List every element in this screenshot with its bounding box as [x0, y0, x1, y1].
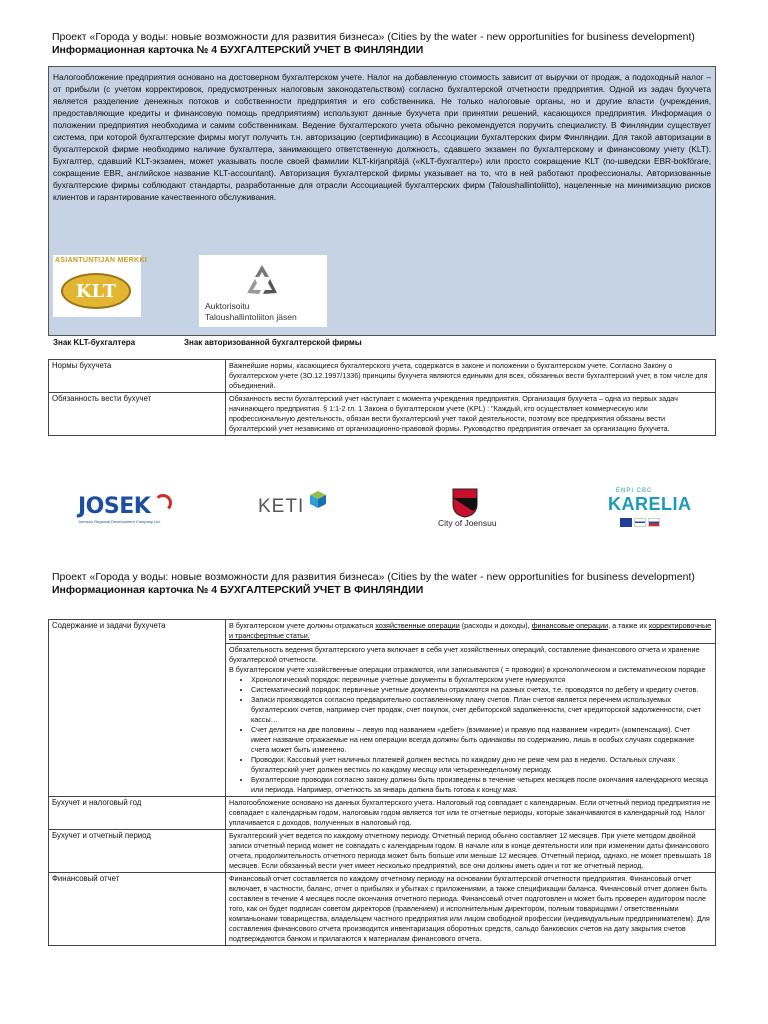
- page-header-2: [52, 571, 695, 597]
- accounting-table: [48, 619, 716, 946]
- table-row: [49, 393, 716, 436]
- row-value: Важнейшие нормы, касающиеся бухгалтерского учета, содержатся в законе и положении о бухгалтерском учете. Согласно Закону о бухгалтерском учете (ЗО.12.1997/1336) принципы бухучета являются едиными для всех, обязанных вести бухгалтерский учет, в том числе для объединений.: [226, 360, 716, 393]
- klt-logo-mark: KLT: [61, 273, 131, 309]
- intro-text: Налогообложение предприятия основано на достоверном бухгалтерском учете. Налог на добавленную стоимость зависит от выручки от продаж, а подоходный налог – от прибыли (с учетом корректировок, предусмотренных налоговым законодательством) согласно бухгалтерской отчетности предприятия. Одной из задач бухучета является разделение денежных потоков и собственности предприятия и его собственника. Не только налоговые органы, но и другие власти (учреждения, предоставляющие кредиты и финансовую помощь предприятиям) используют данные бухучета при принятии решений, касающихся предприятия. Информация о положении предприятия необходима и самим собственникам. Ведение бухгалтерского учета обычно рекомендуется поручить специалисту. В Финляндии существует система, при которой бухгалтерские фирмы могут получить т.н. авторизацию (сертификацию) в Ассоциации бухгалтерских фирм Финляндии. Для такой авторизации в бухгалтерской фирме необходимо наличие бухгалтера, занимающего ответственную должность, сдавшего экзамен по бухгалтерскому и финансовому учету (KLT). Бухгалтер, сдавший KLT-экзамен, может указывать после своей фамилии KLT-kirjanpitäjä («KLT-бухгалтер») или просто сокращение KLT (по-шведски EBR-bokförare, сокращение EBR, английское название KLT-accountant). Авторизация бухгалтерской фирмы указывает на то, что в ней работают профессионалы. Авторизованные бухгалтерские фирмы соблюдают стандарты, разработанные для отрасли Ассоциацией бухгалтерских фирм (Taloushallintoliitto), нацеленные на минимизацию рисков клиентов и гарантирование качественного обслуживания.: [53, 72, 711, 202]
- authorized-logo-label: Знак авторизованной бухгалтерской фирмы: [184, 338, 362, 347]
- joensuu-crest-icon: [452, 488, 478, 518]
- josek-subtitle: Joensuu Regional Development Company Ltd.: [78, 519, 161, 524]
- intro-box: [48, 66, 716, 347]
- karelia-wordmark: KARELIA: [608, 494, 692, 514]
- partner-logos: [0, 478, 768, 538]
- row-key: Нормы бухучета: [49, 360, 226, 393]
- row-value: Бухгалтерский учет ведется по каждому отчетному периоду. Отчетный период обычно составляет 12 месяцев. При учете методом двойной записи отчетный период может не совпадать с календарным годом. В начале или в конце деятельности или при изменении даты финансового отчета, продолжительность отчетного периода может быть больше или меньше 12 месяцев. Отчетный период, однако, не может превышать 18 месяцев. Если обязанный вести учет имеет несколько предприятий, все они должны иметь один и тот же отчетный период.: [226, 830, 716, 873]
- table-row: [49, 797, 716, 830]
- list-item: • Счет делится на две половины – левую под названием «дебет» (взимание) и правую под названием «кредит» (компенсация). Счет имеет название отражаемые на нем операции всегда должны быть одинаковы по содержанию, лишь в особых случаях содержание счета может быть изменено.: [251, 725, 712, 755]
- joensuu-logo: [438, 488, 508, 532]
- row-key: Бухучет и налоговый год: [49, 797, 226, 830]
- row-value: Обязанность вести бухгалтерский учет наступает с момента учреждения предприятия. Организация бухучета – одна из первых задач начинающего предприятия. § 1:1-2 гл. 1 Закона о бухгалтерском учете (KPL) : "Каждый, кто осуществляет коммерческую или профессиональную деятельность, обязан вести бухгалтерский учет такой деятельности, поэтому все предприятия обязаны вести бухгалтерский учет независимо от организационно-правовой формы. Руководство предприятия отвечает за организацию бухучета.: [226, 393, 716, 436]
- joensuu-wordmark: City of Joensuu: [438, 518, 497, 528]
- josek-wordmark: JOSEK: [78, 494, 151, 519]
- project-line: Проект «Города у воды: новые возможности для развития бизнеса» (Cities by the water - new opportunities for business development): [52, 31, 695, 43]
- table-row: [49, 830, 716, 873]
- row-value: Финансовый отчет составляется по каждому отчетному периоду на основании бухгалтерской отчетности предприятия. Финансовый отчет включает, в частности, баланс, отчет о прибылях и убытках с приложениями, а также спецификации баланса. Финансовый отчет должен быть составлен в течение 4 месяцев после окончания отчетного периода. Финансовый отчет подготовлен и может быть проверен аудитором после того, как он будет подписан советом директоров (правлением) и исполнительным директором, полным товарищами / ответственными компаньонами товарищества, владельцем частного предприятия или лицом свободной профессии (индивидуальным предпринимателем). Для составления финансового отчета производится инвентаризация оборотных средств, сальдо банковских счетов на дату закрытия счетов подтверждаются банком и прилагаются к материалам финансового отчета.: [226, 873, 716, 946]
- card-title: Информационная карточка № 4 БУХГАЛТЕРСКИЙ УЧЕТ В ФИНЛЯНДИИ: [52, 44, 424, 56]
- authorized-firm-icon: [239, 263, 285, 299]
- klt-logo: [53, 255, 147, 317]
- lead-link: финансовые операции: [531, 621, 609, 630]
- keti-wordmark: KETI: [258, 496, 305, 517]
- josek-swoosh-icon: [154, 494, 172, 512]
- lead-text: (расходы и доходы),: [459, 621, 532, 630]
- content-paragraph: В бухгалтерском учете хозяйственные операции отражаются, или записываются ( = проводки) в хронологическом и систематическом порядке: [229, 665, 706, 674]
- lead-link: корректировочные и трансфертные статьи.: [229, 621, 712, 640]
- list-item: • Бухгалтерские проводки согласно закону должны быть произведены в течение четырех месяцев после окончания календарного месяца или периода. Например, отчетность за январь должна быть готова к концу мая.: [251, 775, 712, 795]
- row-value: Налогообложение основано на данных бухгалтерского учета. Налоговый год совпадает с календарным. Если отчетный период предприятия не совпадает с календарным годом, налоговым годом является тот или те отчетные периоды, которые заканчиваются в календарный год. Налог уплачивается с доходов, полученных в налоговый год.: [226, 797, 716, 830]
- list-item: • Проводки: Кассовый учет наличных платежей должен вестись по каждому дню не реже чем раз в неделю. Остальных случаях бухгалтерский учет должен вестись по каждому месяцу или четырехнедельному периоду.: [251, 755, 712, 775]
- row-value: [226, 620, 716, 797]
- norms-table: [48, 359, 716, 436]
- table-row: [49, 873, 716, 946]
- klt-logo-caption: ASIANTUNTIJAN MERKKI: [55, 257, 147, 264]
- page-header: [52, 31, 695, 57]
- row-key: Обязанность вести бухучет: [49, 393, 226, 436]
- karelia-top-text: ENPI CBC: [616, 488, 653, 494]
- content-lead: [229, 621, 712, 641]
- content-paragraph: Обязательность ведения бухгалтерского учета включает в себя учет хозяйственных операций, составление финансового отчета и хранение бухгалтерской отчетности.: [229, 645, 700, 664]
- flags-icon: [620, 518, 660, 527]
- row-key: Содержание и задачи бухучета: [49, 620, 226, 797]
- authorized-logo-line1: Auktorisoitu: [205, 301, 250, 311]
- list-item: • Записи производятся согласно предварительно составленному плану счетов. План счетов является перечнем используемых бухгалтерских счетов, например счет продаж, счет покупок, счет дебиторской задолженности, счет кредиторской задолженности, счет кассы…: [251, 695, 712, 725]
- list-item: • Хронологический порядок: первичные учетные документы в бухгалтерском учете нумеруются: [251, 675, 712, 685]
- klt-logo-label: Знак KLT-бухгалтера: [53, 338, 136, 347]
- list-item: • Систематический порядок: первичные учетные документы отражаются на разных счетах, т.е. проводятся по дебету и кредиту счетов.: [251, 685, 712, 695]
- table-row: [49, 620, 716, 797]
- karelia-logo: [606, 488, 692, 532]
- table-row: [49, 360, 716, 393]
- lead-text: В бухгалтерском учете должны отражаться: [229, 621, 376, 630]
- josek-logo: [78, 494, 161, 524]
- authorized-firm-logo: [199, 255, 327, 327]
- authorized-logo-line2: Taloushallintoliiton jäsen: [205, 312, 297, 322]
- row-key: Бухучет и отчетный период: [49, 830, 226, 873]
- content-bullets: [229, 675, 712, 795]
- keti-cube-icon: [308, 490, 328, 510]
- lead-link: хозяйственные операции: [375, 621, 460, 630]
- row-key: Финансовый отчет: [49, 873, 226, 946]
- card-title-2: Информационная карточка № 4 БУХГАЛТЕРСКИЙ УЧЕТ В ФИНЛЯНДИИ: [52, 584, 424, 596]
- keti-logo: [258, 496, 304, 518]
- project-line-2: Проект «Города у воды: новые возможности для развития бизнеса» (Cities by the water - new opportunities for business development): [52, 571, 695, 583]
- lead-text: , а также их: [608, 621, 649, 630]
